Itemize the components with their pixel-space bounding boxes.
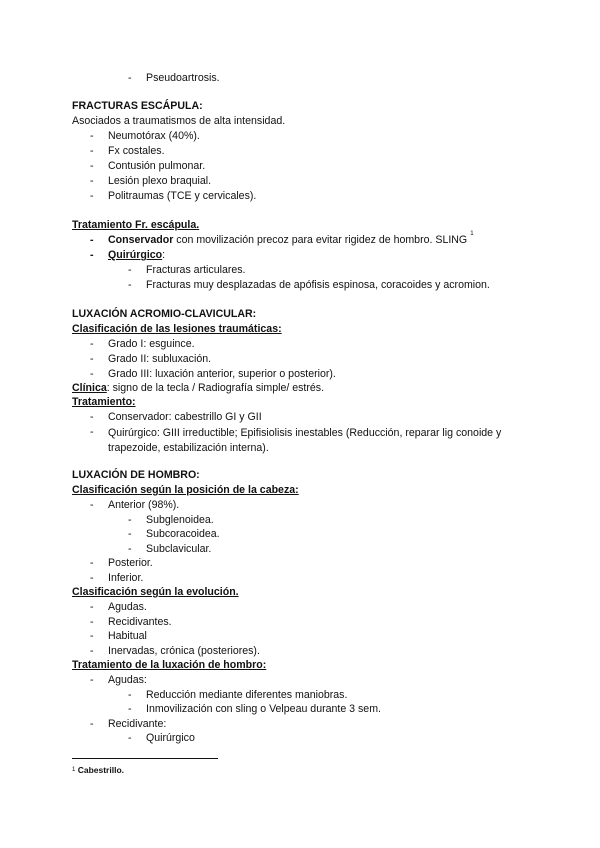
list-item: Fracturas muy desplazadas de apófisis espinosa, coracoides y acromion. [146, 279, 490, 291]
bullet-dash: - [90, 130, 94, 142]
subheading-clasificacion-evolucion: Clasificación según la evolución. [72, 586, 239, 598]
section-title-luxacion-hombro: LUXACIÓN DE HOMBRO: [72, 469, 200, 481]
list-item: Pseudoartrosis. [146, 72, 220, 84]
list-item: Agudas: [108, 674, 147, 686]
list-item: Inervadas, crónica (posteriores). [108, 645, 260, 657]
list-item: Fx costales. [108, 145, 165, 157]
label-conservador: Conservador [108, 234, 174, 246]
subheading-tratamiento-escapula: Tratamiento Fr. escápula. [72, 219, 200, 231]
text-clinica: : signo de la tecla / Radiografía simple/ estrés. [106, 382, 325, 394]
subheading-tratamiento-hombro: Tratamiento de la luxación de hombro: [72, 659, 267, 671]
clinica-line [72, 382, 324, 395]
footnote-number: 1 [72, 767, 76, 773]
list-item: Subcoracoidea. [146, 528, 220, 540]
list-item: Agudas. [108, 601, 147, 613]
bullet-dash: - [128, 543, 132, 555]
bullet-dash: - [90, 175, 94, 187]
bullet-dash: - [90, 338, 94, 350]
bullet-dash: - [128, 689, 132, 701]
footnote-ref[interactable]: 1 [470, 230, 474, 237]
bullet-dash: - [90, 145, 94, 157]
list-item: Inferior. [108, 572, 144, 584]
bullet-dash: - [90, 160, 94, 172]
bullet-dash: - [128, 279, 132, 291]
bullet-dash: - [90, 630, 94, 642]
bullet-dash: - [90, 645, 94, 657]
bullet-dash: - [90, 674, 94, 686]
subheading-tratamiento-ac: Tratamiento: [72, 396, 136, 408]
label-quirurgico: Quirúrgico [108, 249, 163, 261]
footnote [72, 765, 124, 776]
bullet-dash: - [90, 368, 94, 380]
list-item-conservador [108, 230, 474, 247]
section-title-fracturas-escapula: FRACTURAS ESCÁPULA: [72, 100, 203, 112]
list-item: Inmovilización con sling o Velpeau durante 3 sem. [146, 703, 381, 715]
bullet-dash: - [90, 234, 94, 246]
list-item: Reducción mediante diferentes maniobras. [146, 689, 348, 701]
list-item: Neumotórax (40%). [108, 130, 200, 142]
list-item: Subglenoidea. [146, 514, 214, 526]
list-item: Fracturas articulares. [146, 264, 246, 276]
text-conservador: con movilización precoz para evitar rigidez de hombro. SLING [173, 234, 468, 246]
subheading-clasificacion: Clasificación de las lesiones traumáticas: [72, 323, 282, 335]
bullet-dash: - [90, 601, 94, 613]
section-intro: Asociados a traumatismos de alta intensidad. [72, 115, 286, 127]
bullet-dash: - [90, 718, 94, 730]
list-item: Politraumas (TCE y cervicales). [108, 190, 257, 202]
bullet-dash: - [128, 703, 132, 715]
footnote-text: Cabestrillo. [77, 765, 125, 775]
bullet-dash: - [90, 249, 94, 261]
colon: : [162, 249, 166, 261]
list-item: Conservador: cabestrillo GI y GII [108, 411, 262, 423]
bullet-dash: - [128, 528, 132, 540]
bullet-dash: - [90, 616, 94, 628]
list-item: Recidivantes. [108, 616, 172, 628]
label-clinica: Clínica [72, 382, 107, 394]
list-item: Quirúrgico: GIII irreductible; Epifisiolisis inestables (Reducción, reparar lig conoide y trapezoide, estabilización interna). [108, 427, 502, 454]
list-item: Subclavicular. [146, 543, 212, 555]
list-item: Habitual [108, 630, 147, 642]
bullet-dash: - [90, 499, 94, 511]
bullet-dash: - [90, 557, 94, 569]
list-item: Grado II: subluxación. [108, 353, 212, 365]
bullet-dash: - [90, 426, 94, 438]
list-item: Lesión plexo braquial. [108, 175, 212, 187]
list-item: Quirúrgico [146, 732, 195, 744]
list-item-quirurgico [108, 249, 165, 262]
bullet-dash: - [90, 353, 94, 365]
list-item: Contusión pulmonar. [108, 160, 206, 172]
section-title-luxacion-ac: LUXACIÓN ACROMIO-CLAVICULAR: [72, 308, 257, 320]
subheading-clasificacion-posicion: Clasificación según la posición de la cabeza: [72, 484, 299, 496]
bullet-dash: - [90, 572, 94, 584]
list-item: Anterior (98%). [108, 499, 180, 511]
bullet-dash: - [128, 72, 132, 84]
footnote-separator [72, 758, 218, 759]
list-item: Grado I: esguince. [108, 338, 195, 350]
list-item: Recidivante: [108, 718, 167, 730]
bullet-dash: - [128, 264, 132, 276]
list-item: Posterior. [108, 557, 153, 569]
bullet-dash: - [128, 514, 132, 526]
list-item: Grado III: luxación anterior, superior o posterior). [108, 368, 336, 380]
bullet-dash: - [128, 732, 132, 744]
bullet-dash: - [90, 190, 94, 202]
bullet-dash: - [90, 411, 94, 423]
